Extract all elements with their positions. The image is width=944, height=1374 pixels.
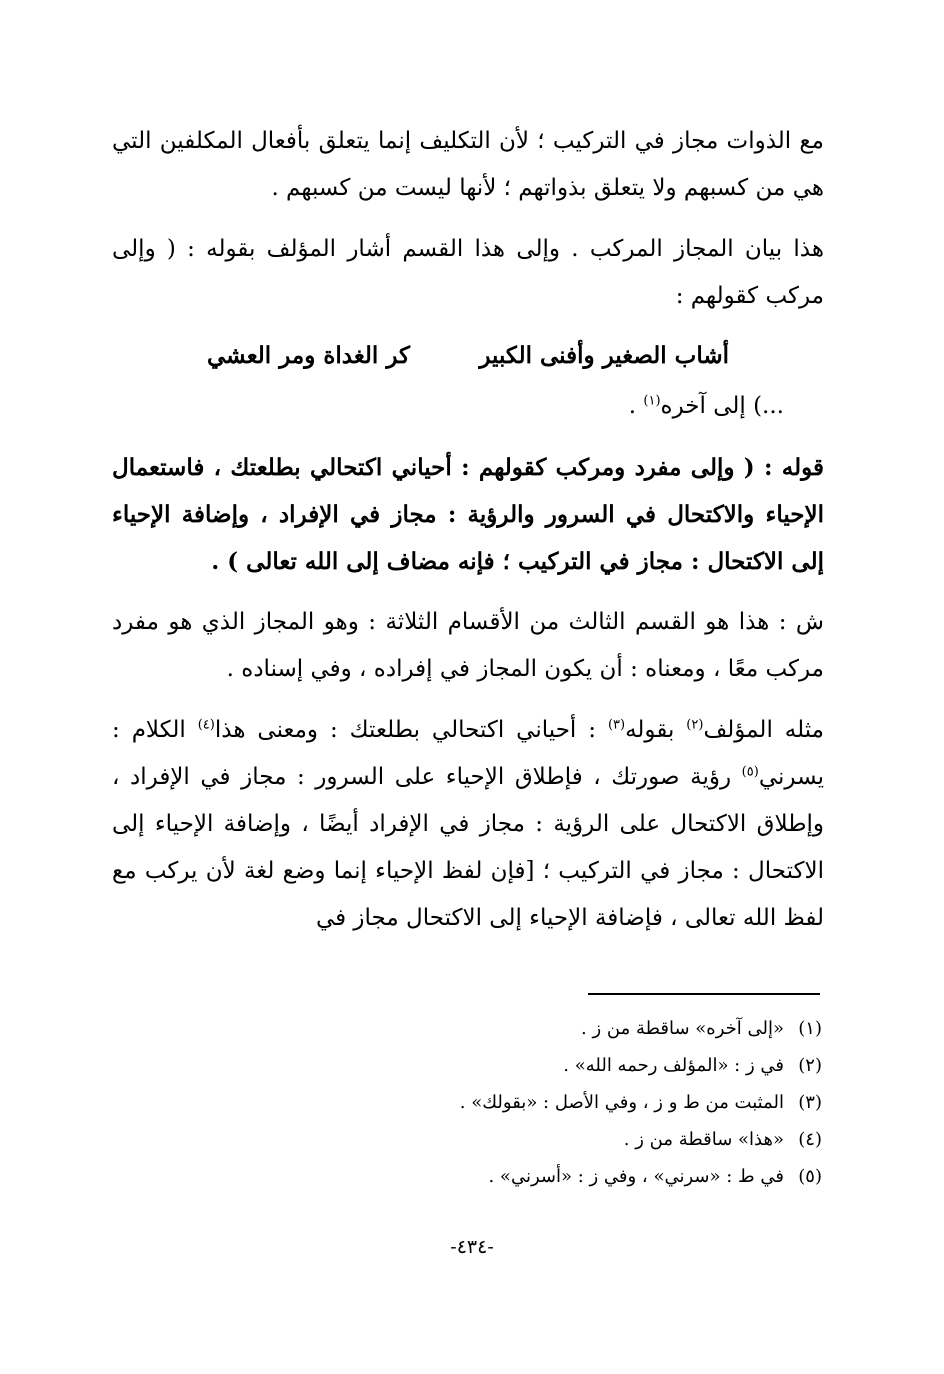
footnote-ref-4: (٤) (197, 717, 215, 733)
paragraph-2: هذا بيان المجاز المركب . وإلى هذا القسم أشار المؤلف بقوله : ( وإلى مركب كقولهم : (112, 236, 824, 309)
footnote-number: (٤) (798, 1129, 822, 1150)
footnote-3 (112, 1084, 822, 1121)
paragraph-1: مع الذوات مجاز في التركيب ؛ لأن التكليف إنما يتعلق بأفعال المكلفين التي هي من كسبهم ولا يتعلق بذواتهم ؛ لأنها ليست من كسبهم . (112, 128, 824, 201)
footnote-2 (112, 1047, 822, 1084)
footnote-ref-5: (٥) (741, 764, 759, 780)
page-number: -٤٣٤- (450, 1236, 494, 1258)
footnote-divider (588, 993, 820, 995)
footnote-number: (٣) (798, 1092, 822, 1113)
example-part-3: : أحياني اكتحالي بطلعتك : ومعنى هذا (214, 717, 608, 743)
poem-tail: ...) إلى آخره$^{(١)}$ . (628, 393, 784, 419)
footnote-text: المثبت من ط و ز ، وفي الأصل : «بقولك» . (459, 1092, 784, 1113)
poem-tail-text: ...) إلى آخره (660, 393, 784, 419)
footnote-1 (112, 1010, 822, 1047)
example-part-2: بقوله (625, 717, 687, 743)
footnote-text: في ط : «سرني» ، وفي ز : «أسرني» . (488, 1166, 784, 1187)
commentary-paragraph: ش : هذا هو القسم الثالث من الأقسام الثلاثة : وهو المجاز الذي هو مفرد مركب معًا ، ومعناه : أن يكون المجاز في إفراده ، وفي إسناده . (112, 609, 824, 682)
footnote-number: (١) (798, 1018, 822, 1039)
footnotes (112, 1010, 822, 1195)
example-part-5: رؤية صورتك ، فإطلاق الإحياء على السرور : مجاز في الإفراد ، وإطلاق الاكتحال على الرؤية : مجاز في الإفراد أيضًا ، وإضافة الإحياء إلى الاكتحال : مجاز في التركيب ؛ [فإن لفظ الإحياء إنما وضع لغة لأن يركب مع لفظ الله تعالى ، فإضافة الإحياء إلى الاكتحال مجاز في (112, 764, 824, 931)
footnote-number: (٢) (798, 1055, 822, 1076)
page-body (112, 118, 824, 942)
footnote-text: في ز : «المؤلف رحمه الله» . (563, 1055, 784, 1076)
example-part-4: الكلام : يسرني (112, 717, 824, 790)
poem-hemistich-right: أشاب الصغير وأفنى الكبير (479, 342, 729, 369)
footnote-ref-1: (١) (643, 393, 661, 409)
poem-verse (207, 332, 729, 379)
footnote-4 (112, 1121, 822, 1158)
footnote-ref-2: (٢) (686, 717, 704, 733)
example-paragraph (112, 707, 824, 942)
footnote-number: (٥) (798, 1166, 822, 1187)
footnote-text: «هذا» ساقطة من ز . (623, 1129, 784, 1150)
footnote-ref-3: (٣) (607, 717, 626, 733)
example-part-1: مثله المؤلف (703, 717, 824, 743)
quoted-text: قوله : ( وإلى مفرد ومركب كقولهم : أحياني اكتحالي بطلعتك ، فاستعمال الإحياء والاكتحال في السرور والرؤية : مجاز في الإفراد ، وإضافة الإحياء إلى الاكتحال : مجاز في التركيب ؛ فإنه مضاف إلى الله تعالى ) . (112, 454, 824, 575)
footnote-5 (112, 1158, 822, 1195)
footnote-text: «إلى آخره» ساقطة من ز . (581, 1018, 784, 1039)
poem-hemistich-left: كر الغداة ومر العشي (207, 342, 410, 369)
